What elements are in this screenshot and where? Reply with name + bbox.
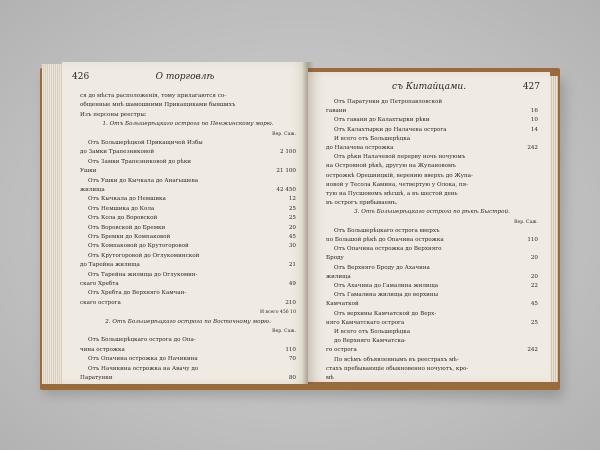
- line-text: Отъ Большерѣцкаго острога вверхъ: [334, 227, 440, 234]
- line-text: Отъ Ушки до Кычкала до Анагышева: [88, 177, 199, 184]
- text-line: [80, 318, 296, 327]
- line-text: на Островной рѣкѣ, другую на Жупановомъ: [326, 163, 456, 170]
- text-line: [326, 126, 538, 135]
- line-text: Камчаткой: [326, 301, 359, 308]
- line-text: Отъ Большерѣцкаго острога до Опа-: [88, 337, 196, 344]
- text-line: [326, 172, 538, 181]
- line-text: Отъ Бремки до Компаковой: [88, 234, 171, 240]
- text-line: [80, 271, 296, 280]
- text-line: [326, 236, 538, 245]
- text-line: [80, 280, 296, 289]
- text-line: [326, 208, 538, 217]
- line-value: 25: [288, 215, 296, 222]
- text-line: [80, 365, 296, 374]
- line-value: 14: [530, 126, 538, 133]
- line-text: Отъ Ахачина до Гамалина жилища: [334, 283, 439, 289]
- text-line: [326, 135, 538, 144]
- right-running-head: съ Китайцами.: [391, 82, 467, 92]
- text-line: [80, 233, 296, 242]
- line-text: до Тарейна жилища: [80, 262, 140, 269]
- line-value: 45: [530, 301, 538, 308]
- line-value: 12: [288, 196, 296, 203]
- line-text: И всего отъ Большерѣцка: [334, 329, 411, 335]
- text-line: [326, 282, 538, 291]
- line-value: 25: [288, 205, 296, 212]
- line-text: Отъ Немшика до Кола: [88, 205, 155, 212]
- text-line: [80, 261, 296, 270]
- line-text: Изъ персоны реестры:: [80, 111, 147, 118]
- text-line: [80, 167, 296, 176]
- text-line: [326, 190, 538, 199]
- line-text: Отъ Кола до Воровской: [88, 215, 158, 222]
- text-line: [80, 299, 296, 308]
- line-text: По всѣмъ объявленнымъ въ реестрахъ мѣ-: [334, 356, 459, 363]
- line-text: Ушки: [80, 168, 97, 175]
- line-value: 16: [530, 108, 538, 115]
- line-text: чина острожка: [80, 346, 125, 353]
- line-value: 2 100: [279, 149, 296, 156]
- line-value: 110: [285, 346, 296, 353]
- text-line: [326, 107, 538, 116]
- line-text: гавани: [326, 108, 347, 115]
- right-page: [308, 72, 550, 382]
- line-text: 2. Отъ Большерѣцкаго острога по Восточному морю.: [105, 318, 271, 325]
- line-text: Отъ Хребта до Верхняго Камчан-: [88, 290, 187, 297]
- line-text: Отъ верхины Камчатской до Верх-: [334, 310, 437, 317]
- line-text: Броду: [326, 255, 344, 262]
- line-value: 20: [288, 224, 296, 231]
- line-value: 242: [527, 145, 538, 151]
- text-line: [80, 289, 296, 298]
- line-text: Отъ Замки Трапезниковой до рѣки: [88, 158, 192, 165]
- line-text: Отъ Верхняго Броду до Ахачина: [334, 264, 430, 271]
- text-line: [326, 227, 538, 236]
- line-text: Паратунки: [80, 375, 113, 381]
- line-text: И всего отъ Большерѣцка: [334, 135, 411, 142]
- text-line: [80, 214, 296, 223]
- text-line: [326, 199, 538, 208]
- text-line: [326, 144, 538, 153]
- text-line: [326, 365, 538, 374]
- text-line: [326, 310, 538, 319]
- line-text: Вер. Саж.: [514, 219, 538, 225]
- text-line: [80, 120, 296, 129]
- text-line: [80, 195, 296, 204]
- line-text: тую на Пусшовомъ мѣсшѣ, а въ шестой день: [326, 191, 458, 197]
- text-line: [326, 300, 538, 309]
- line-text: Отъ Опачина острожка до Начикина: [88, 356, 198, 363]
- line-value: 80: [288, 375, 296, 381]
- right-page-number: 427: [522, 82, 540, 92]
- text-line: [326, 328, 538, 337]
- line-text: до Налачева острожка: [326, 145, 394, 151]
- text-line: [80, 336, 296, 345]
- text-line: [326, 337, 538, 346]
- text-line: [80, 355, 296, 364]
- text-line: [326, 116, 538, 125]
- text-line: [326, 356, 538, 365]
- line-text: общенные мнѣ шамошними Прикащиками бывшихъ: [80, 102, 236, 109]
- line-text: по Большой рѣкѣ до Опачина острожка: [326, 237, 444, 243]
- text-line: [326, 264, 538, 273]
- line-text: Отъ Кычкала до Немшика: [88, 196, 166, 203]
- line-text: Отъ гавани до Калахтырки рѣки: [334, 117, 430, 124]
- text-line: [80, 242, 296, 251]
- line-text: Отъ Компаковой до Крутогоровой: [88, 243, 189, 250]
- line-value: 22: [530, 283, 538, 289]
- text-line: [80, 92, 296, 101]
- text-line: [80, 139, 296, 148]
- left-page: [62, 62, 308, 384]
- text-line: [80, 111, 296, 120]
- text-line: [80, 252, 296, 261]
- text-line: [326, 153, 538, 162]
- line-text: Отъ Калахтырки до Налачева острога: [334, 126, 447, 133]
- text-line: [326, 346, 538, 355]
- text-line: [326, 291, 538, 300]
- line-value: 110: [527, 237, 538, 243]
- line-value: 242: [527, 347, 538, 354]
- line-value: 45: [288, 234, 296, 240]
- line-value: 21: [288, 262, 296, 269]
- right-page-header: [318, 82, 540, 94]
- line-text: жилища: [80, 187, 105, 193]
- line-text: до Замки Трапезниковой: [80, 149, 155, 156]
- line-text: Вер. Саж.: [272, 329, 296, 334]
- text-line: [80, 186, 296, 195]
- text-line: [326, 319, 538, 328]
- text-line: [326, 162, 538, 171]
- text-line: [326, 181, 538, 190]
- line-text: до Верхняго Камчатска-: [334, 338, 407, 345]
- line-text: стахъ пребывающіе обыкновенно ночуютъ, кро-: [326, 365, 469, 372]
- line-text: скаго острога: [80, 299, 121, 306]
- line-value: 210: [285, 299, 296, 306]
- text-line: [326, 218, 538, 227]
- text-line: [80, 130, 296, 139]
- line-text: го острога: [326, 347, 357, 354]
- text-line: [80, 308, 296, 317]
- line-text: Отъ Воровской до Бремки: [88, 224, 166, 231]
- line-text: 3. Отъ Большерѣцкаго острога по рѣкѣ Быстрой.: [354, 209, 510, 216]
- line-value: 20: [530, 255, 538, 262]
- line-text: 1. Отъ Большерѣцкаго острога по Пенжинскому морю.: [102, 121, 274, 128]
- text-line: [80, 346, 296, 355]
- line-text: И всего 456 10: [259, 310, 296, 316]
- line-text: мѣ: [326, 375, 334, 381]
- line-value: 70: [288, 356, 296, 363]
- text-line: [326, 245, 538, 254]
- text-line: [80, 148, 296, 157]
- line-text: няго Камчатскаго острога: [326, 319, 405, 326]
- line-value: 10: [530, 117, 538, 124]
- text-line: [80, 101, 296, 110]
- line-text: въ острогъ прибываемъ.: [326, 200, 398, 207]
- line-text: ся до мѣста расположенія, тому прилагаются со-: [80, 93, 227, 99]
- line-text: Отъ Большерѣцкой Прикащичей Избы: [88, 140, 203, 146]
- line-text: Вер. Саж.: [272, 131, 296, 137]
- line-text: Отъ Начикина острожка на Авачу до: [88, 365, 199, 372]
- line-text: Отъ Гамалина жилища до верхины: [334, 292, 439, 299]
- left-page-header: [72, 72, 298, 84]
- line-text: Отъ Тарейна жилища до Оглукомин-: [88, 271, 198, 278]
- text-line: [80, 158, 296, 167]
- line-text: скаго Хребта: [80, 281, 119, 287]
- text-line: [80, 327, 296, 336]
- line-text: жилища: [326, 273, 351, 280]
- line-value: 42 450: [276, 187, 296, 193]
- left-page-number: 426: [72, 72, 90, 82]
- line-text: острожкѣ Орешницкій, верению вверхъ до Жупа-: [326, 172, 473, 179]
- text-line: [326, 98, 538, 107]
- text-line: [80, 374, 296, 383]
- text-line: [80, 205, 296, 214]
- left-running-head: О торговлѣ: [155, 72, 215, 82]
- text-line: [80, 177, 296, 186]
- line-value: 30: [288, 243, 296, 250]
- line-text: Отъ рѣки Налачевой перерву ночь ночуюмъ: [334, 154, 466, 161]
- line-value: 21 100: [276, 168, 296, 175]
- line-text: Отъ Паратунки до Петропавловской: [334, 99, 443, 105]
- line-value: 49: [288, 281, 296, 287]
- line-text: Отъ Крутогоровой до Оглукоминской: [88, 252, 200, 259]
- text-line: [326, 374, 538, 382]
- line-text: Отъ Опачина острожка до Верхняго: [334, 246, 442, 253]
- text-line: [326, 273, 538, 282]
- line-text: новой у Тесола Камина, четвертую у Олока, пя-: [326, 181, 469, 188]
- text-line: [326, 254, 538, 263]
- left-page-edges: [42, 64, 64, 384]
- text-line: [80, 224, 296, 233]
- line-value: 20: [530, 273, 538, 280]
- line-value: 25: [530, 319, 538, 326]
